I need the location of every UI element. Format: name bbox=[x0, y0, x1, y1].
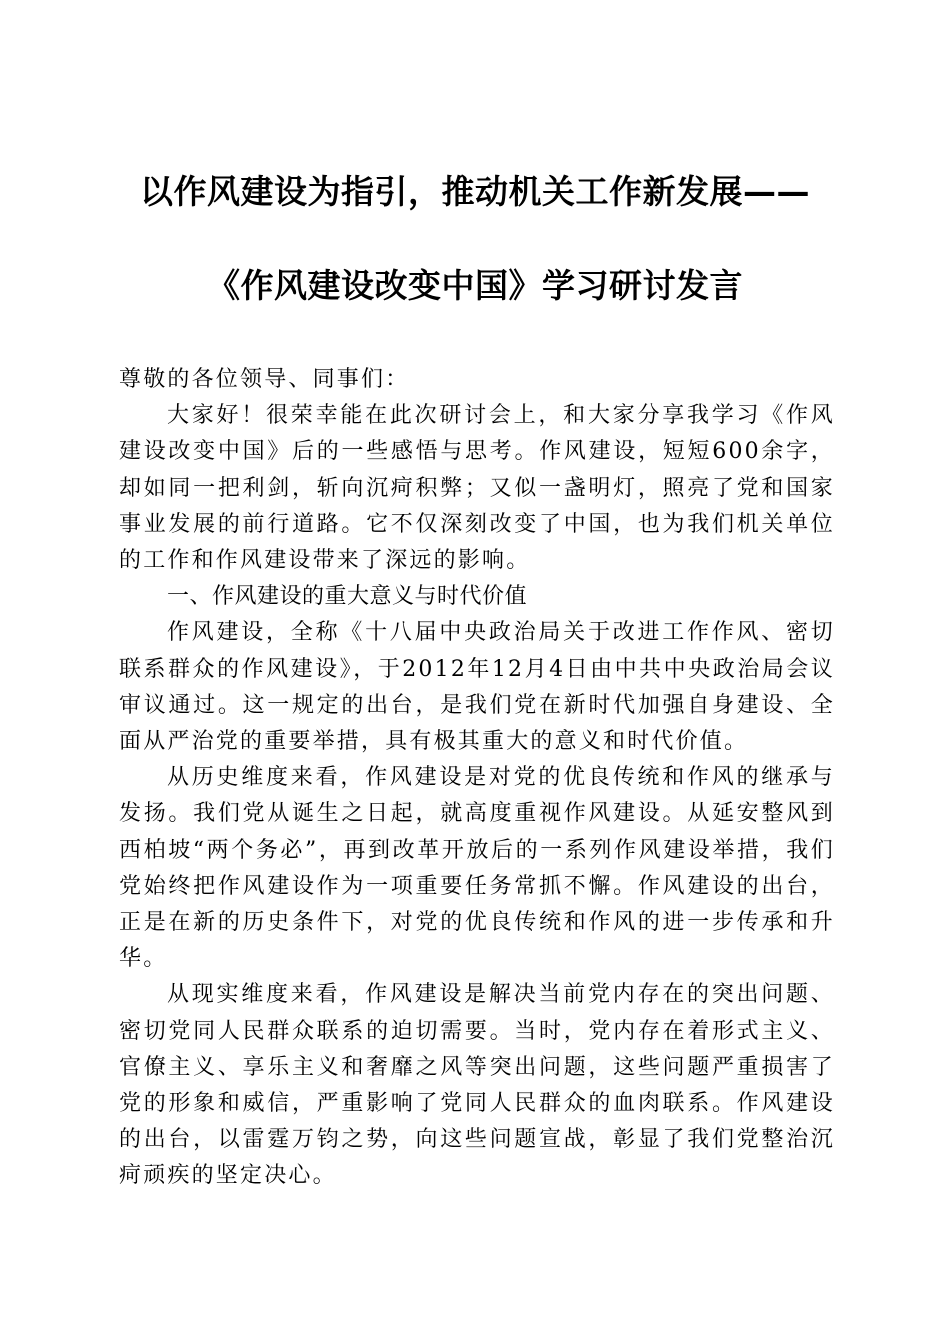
title-line-2: 《作风建设改变中国》学习研讨发言 bbox=[207, 266, 743, 305]
paragraph: 从历史维度来看，作风建设是对党的优良传统和作风的继承与发扬。我们党从诞生之日起，就高度重视作风建设。从延安整风到西柏坡“两个务必”，再到改革开放后的一系列作风建设举措，我们党始终把作风建设作为一项重要任务常抓不懈。作风建设的出台，正是在新的历史条件下，对党的优良传统和作风的进一步传承和升华。 bbox=[119, 765, 835, 972]
paragraph-intro: 大家好！很荣幸能在此次研讨会上，和大家分享我学习《作风建设改变中国》后的一些感悟与思考。作风建设，短短600余字，却如同一把利剑，斩向沉疴积弊；又似一盏明灯，照亮了党和国家事业发展的前行道路。它不仅深刻改变了中国，也为我们机关单位的工作和作风建设带来了深远的影响。 bbox=[119, 403, 835, 574]
document-body bbox=[119, 362, 835, 1195]
section-heading: 一、作风建设的重大意义与时代价值 bbox=[167, 584, 528, 610]
paragraph: 从现实维度来看，作风建设是解决当前党内存在的突出问题、密切党同人民群众联系的迫切需要。当时，党内存在着形式主义、官僚主义、享乐主义和奢靡之风等突出问题，这些问题严重损害了党的形象和威信，严重影响了党同人民群众的血肉联系。作风建设的出台，以雷霆万钧之势，向这些问题宣战，彰显了我们党整治沉疴顽疾的坚定决心。 bbox=[119, 982, 835, 1189]
paragraph: 作风建设，全称《十八届中央政治局关于改进工作作风、密切联系群众的作风建设》，于2012年12月4日由中共中央政治局会议审议通过。这一规定的出台，是我们党在新时代加强自身建设、全面从严治党的重要举措，具有极其重大的意义和时代价值。 bbox=[119, 620, 835, 755]
title-line-1: 以作风建设为指引，推动机关工作新发展—— bbox=[140, 172, 810, 211]
salutation: 尊敬的各位领导、同事们： bbox=[119, 367, 410, 392]
